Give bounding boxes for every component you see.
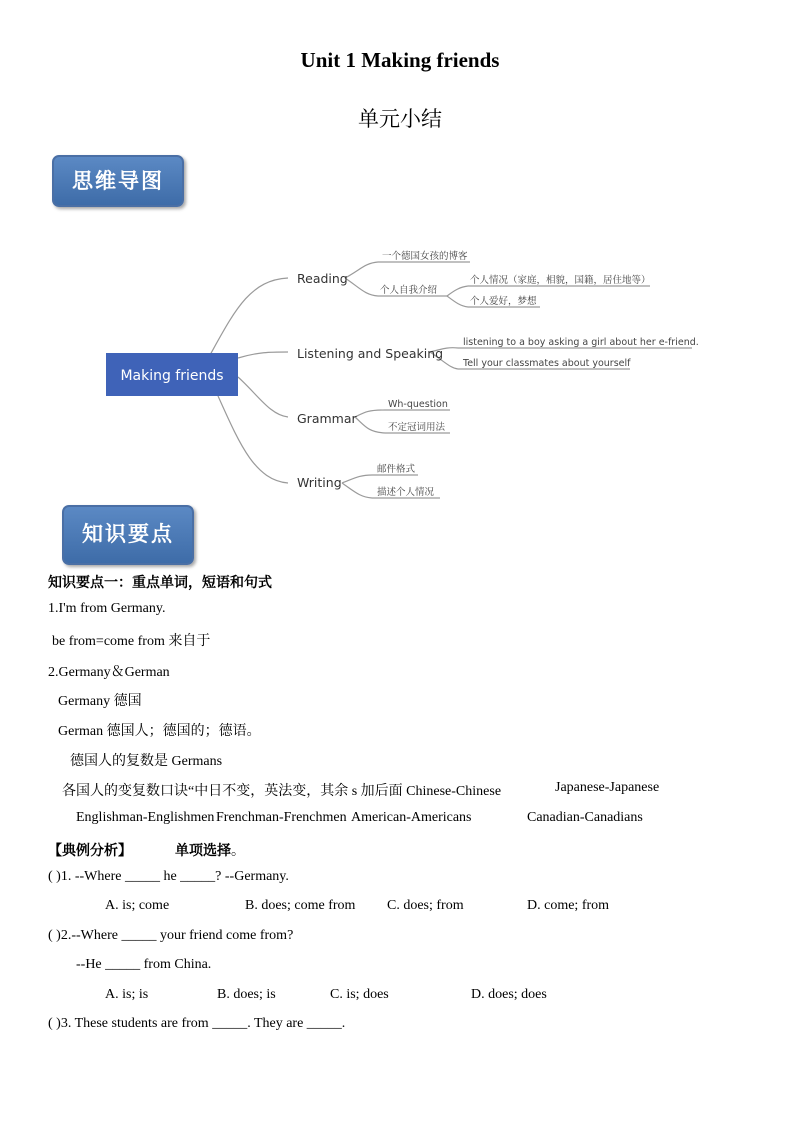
mind-map bbox=[0, 230, 800, 510]
question-2-answer: --He _____ from China. bbox=[76, 957, 212, 972]
writing-sub-describe: 描述个人情况 bbox=[377, 487, 435, 498]
line-8b: Frenchman-Frenchmen bbox=[216, 810, 347, 825]
listening-sub-tell: Tell your classmates about yourself bbox=[463, 358, 631, 369]
reading-sub-personal-info: 个人情况（家庭，相貌，国籍，居住地等） bbox=[470, 275, 651, 286]
branch-grammar: Grammar bbox=[297, 411, 357, 426]
line-8a: Englishman-Englishmen bbox=[76, 810, 215, 825]
branch-writing: Writing bbox=[297, 475, 342, 490]
q2-option-d: D. does; does bbox=[471, 987, 547, 1002]
page-subtitle: 单元小结 bbox=[358, 107, 442, 131]
example-label: 【典例分析】 bbox=[48, 843, 132, 859]
question-2: ( )2.--Where _____ your friend come from? bbox=[48, 928, 294, 943]
listening-sub-efriend: listening to a boy asking a girl about her e-friend. bbox=[463, 337, 699, 348]
point-heading: 知识要点一：重点单词，短语和句式 bbox=[48, 575, 272, 591]
question-1: ( )1. --Where _____ he _____? --Germany. bbox=[48, 869, 289, 884]
q1-option-c: C. does; from bbox=[387, 898, 464, 913]
line-5: German 德国人；德国的；德语。 bbox=[58, 724, 261, 739]
line-2: be from=come from 来自于 bbox=[52, 634, 211, 649]
q2-option-b: B. does; is bbox=[217, 987, 276, 1002]
page-title: Unit 1 Making friends bbox=[300, 48, 500, 72]
line-8c: American-Americans bbox=[351, 810, 472, 825]
line-7b: Japanese-Japanese bbox=[555, 780, 660, 795]
line-6: 德国人的复数是 Germans bbox=[70, 754, 223, 769]
example-task: 单项选择 bbox=[175, 843, 231, 859]
line-8d: Canadian-Canadians bbox=[527, 810, 643, 825]
reading-sub-hobbies: 个人爱好，梦想 bbox=[470, 296, 537, 307]
reading-sub-blog: 一个德国女孩的博客 bbox=[382, 251, 468, 262]
line-3: 2.Germany＆German bbox=[48, 665, 170, 680]
line-7a: 各国人的变复数口诀“中日不变，英法变，其余 s 加后面 Chinese-Chinese bbox=[62, 784, 502, 799]
q1-option-a: A. is; come bbox=[105, 898, 170, 913]
q2-option-c: C. is; does bbox=[330, 987, 389, 1002]
line-4: Germany 德国 bbox=[58, 694, 142, 709]
q1-option-b: B. does; come from bbox=[245, 898, 356, 913]
branch-listening-speaking: Listening and Speaking bbox=[297, 346, 444, 361]
writing-sub-format: 邮件格式 bbox=[377, 464, 416, 475]
line-1: 1.I'm from Germany. bbox=[48, 601, 166, 616]
knowledge-badge: 知识要点 bbox=[62, 505, 194, 565]
q2-option-a: A. is; is bbox=[105, 987, 149, 1002]
mind-map-badge: 思维导图 bbox=[52, 155, 184, 207]
question-3: ( )3. These students are from _____. They are _____. bbox=[48, 1016, 346, 1031]
branch-reading: Reading bbox=[297, 271, 348, 286]
example-dot: 。 bbox=[231, 843, 245, 859]
reading-sub-intro: 个人自我介绍 bbox=[380, 285, 438, 296]
q1-option-d: D. come; from bbox=[527, 898, 610, 913]
grammar-sub-wh: Wh-question bbox=[388, 399, 448, 410]
mind-map-center-label: Making friends bbox=[120, 368, 224, 384]
grammar-sub-article: 不定冠词用法 bbox=[388, 422, 446, 433]
